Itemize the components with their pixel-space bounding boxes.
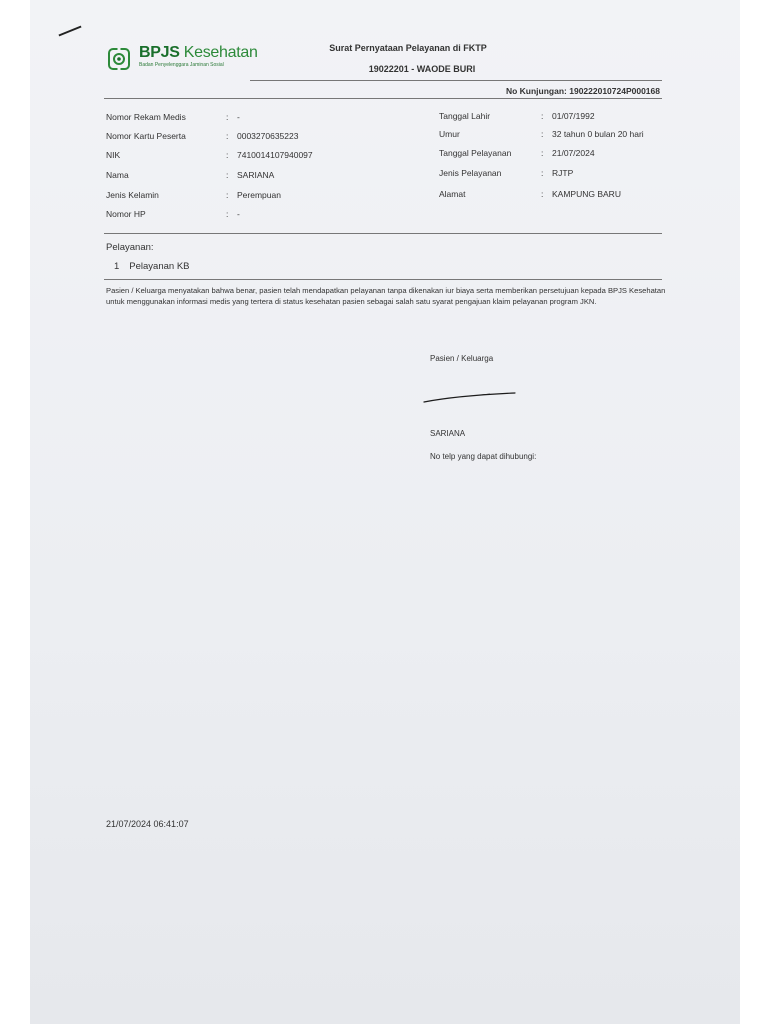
service-item-name: Pelayanan KB	[129, 261, 190, 272]
visit-number: No Kunjungan: 190222010724P000168	[505, 86, 660, 96]
label-name: Nama	[106, 170, 129, 180]
label-phone: Nomor HP	[106, 209, 146, 219]
value-nik: 7410014107940097	[237, 150, 313, 160]
bpjs-emblem-icon	[108, 48, 130, 70]
info-bottom-divider	[104, 233, 662, 234]
handwritten-signature	[420, 386, 520, 406]
document-title: Surat Pernyataan Pelayanan di FKTP	[329, 43, 487, 53]
services-divider	[104, 279, 662, 280]
colon: :	[541, 189, 544, 199]
colon: :	[226, 190, 229, 200]
label-address: Alamat	[439, 189, 466, 199]
colon: :	[541, 148, 544, 158]
colon: :	[541, 129, 544, 139]
colon: :	[226, 112, 229, 122]
label-birth-date: Tanggal Lahir	[439, 111, 491, 121]
logo-tagline: Badan Penyelenggara Jaminan Sosial	[139, 62, 224, 68]
colon: :	[541, 168, 544, 178]
value-address: KAMPUNG BARU	[552, 189, 621, 199]
signatory-name: SARIANA	[430, 429, 466, 438]
label-gender: Jenis Kelamin	[106, 190, 159, 200]
page-margin-right	[740, 0, 768, 1024]
contact-phone-label: No telp yang dapat dihubungi:	[430, 452, 537, 461]
label-medical-record: Nomor Rekam Medis	[106, 112, 186, 122]
signature-label: Pasien / Keluarga	[430, 354, 494, 363]
service-item-number: 1	[114, 261, 120, 272]
value-medical-record: -	[237, 112, 240, 122]
colon: :	[541, 111, 544, 121]
services-heading: Pelayanan:	[106, 242, 154, 253]
value-gender: Perempuan	[237, 190, 281, 200]
header-divider	[250, 80, 662, 81]
service-item	[114, 261, 200, 272]
value-phone: -	[237, 209, 240, 219]
consent-statement: Pasien / Keluarga menyatakan bahwa benar, pasien telah mendapatkan pelayanan tanpa dikenakan iur biaya serta memberikan persetujuan kepada BPJS Kesehatan untuk menggunakan informasi medis yang tertera di status kesehatan pasien sebagai salah satu syarat pengajuan klaim pelayanan program JKN.	[106, 286, 666, 306]
value-age: 32 tahun 0 bulan 20 hari	[552, 129, 644, 139]
page-margin-left	[0, 0, 30, 1024]
value-name: SARIANA	[237, 170, 275, 180]
label-age: Umur	[439, 129, 460, 139]
label-nik: NIK	[106, 150, 121, 160]
value-card-number: 0003270635223	[237, 131, 299, 141]
facility-code-name: 19022201 - WAODE BURI	[368, 64, 476, 74]
label-service-date: Tanggal Pelayanan	[439, 148, 512, 158]
document-sheet	[30, 0, 740, 1024]
value-service-date: 21/07/2024	[552, 148, 595, 158]
colon: :	[226, 170, 229, 180]
label-service-type: Jenis Pelayanan	[439, 168, 502, 178]
print-timestamp: 21/07/2024 06:41:07	[106, 819, 189, 829]
value-birth-date: 01/07/1992	[552, 111, 595, 121]
colon: :	[226, 150, 229, 160]
logo-brand-text: BPJS Kesehatan	[139, 44, 258, 61]
colon: :	[226, 131, 229, 141]
value-service-type: RJTP	[552, 168, 574, 178]
info-top-divider	[104, 98, 662, 99]
colon: :	[226, 209, 229, 219]
label-card-number: Nomor Kartu Peserta	[106, 131, 186, 141]
